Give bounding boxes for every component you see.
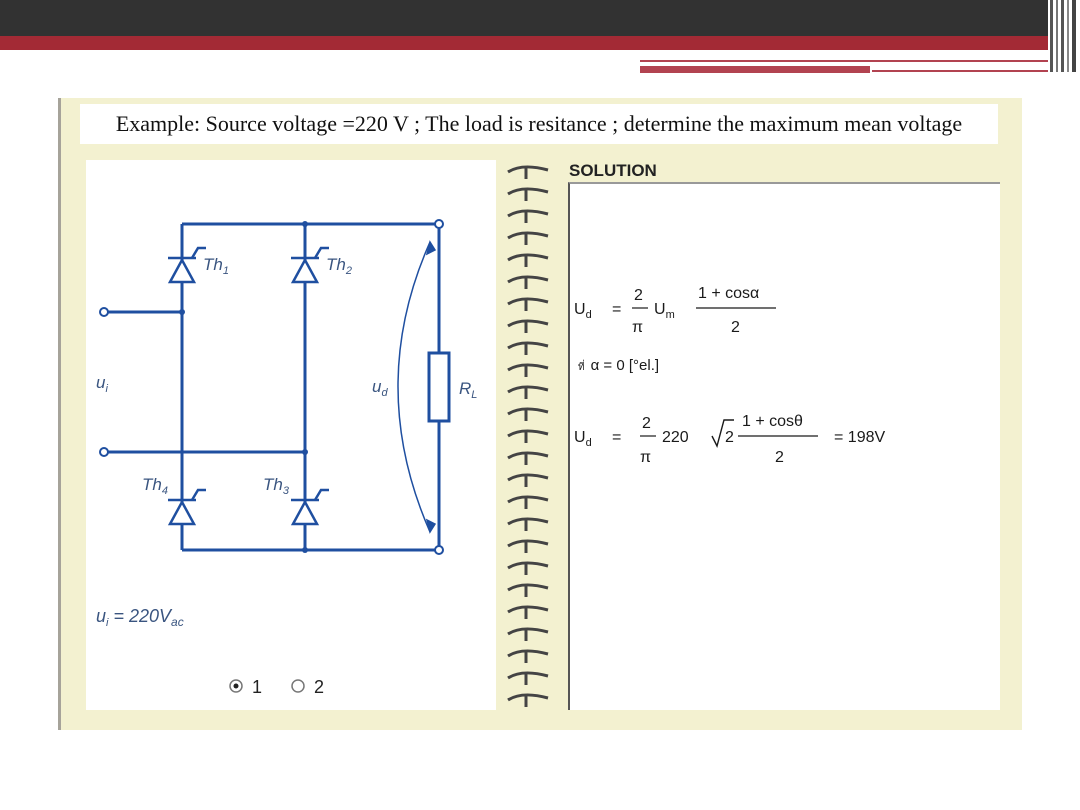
supply-voltage-label: $u_i = 220V_{ac}$	[96, 606, 184, 629]
solution-heading: SOLUTION	[569, 161, 657, 180]
th2-label: $Th_2$	[326, 255, 352, 277]
alpha-condition: ที่ α = 0 [°el.]	[578, 357, 660, 374]
example-title: Example: Source voltage =220 V ; The load is resitance ; determine the maximum mean voltage	[115, 111, 963, 136]
eq2-fraction-numerator: 1 + cosθ	[742, 413, 803, 430]
top-red-bar	[0, 36, 1048, 50]
eq2-sqrt-arg: 2	[725, 429, 734, 446]
eq1-fraction-denominator: 2	[731, 319, 740, 336]
red-accent-line	[872, 70, 1050, 72]
corner-stripes	[1048, 0, 1080, 72]
th4-label: $Th_4$	[142, 475, 168, 497]
circuit-wires	[106, 224, 439, 550]
thyristor-th3-icon	[291, 490, 329, 524]
eq2-fraction-denominator: 2	[775, 449, 784, 466]
eq2-denominator: π	[640, 449, 652, 466]
rl-label: $R_L$	[459, 379, 478, 401]
eq1-um: $U_m$	[654, 301, 675, 321]
terminals	[100, 220, 443, 554]
thyristor-th4-icon	[168, 490, 206, 524]
eq2-result: = 198V	[834, 429, 886, 446]
solution-equations	[568, 270, 998, 480]
eq2-equals: =	[612, 429, 622, 446]
load-resistor-icon	[429, 353, 449, 421]
eq1-lhs: $U_d$	[574, 301, 592, 321]
th1-label: $Th_1$	[203, 255, 229, 277]
eq2-lhs: $U_d$	[574, 429, 592, 449]
radio-option-1[interactable]	[230, 677, 262, 697]
thyristor-th1-icon	[168, 248, 206, 282]
eq2-value: 220	[662, 429, 689, 446]
bridge-rectifier-diagram	[86, 160, 496, 710]
junction-dots	[179, 221, 308, 553]
red-accent-line	[640, 66, 870, 73]
radio-option-2-label: 2	[314, 677, 325, 697]
eq2-numerator: 2	[642, 415, 651, 432]
ui-label: $u_i$	[96, 373, 108, 395]
radio-option-2[interactable]	[292, 677, 324, 697]
th3-label: $Th_3$	[263, 475, 289, 497]
eq1-denominator: π	[632, 319, 644, 336]
thyristor-th2-icon	[291, 248, 329, 282]
eq1-fraction-numerator: 1 + cosα	[698, 285, 760, 302]
red-accent-line	[640, 60, 1050, 62]
spiral-binding	[502, 160, 554, 712]
eq1-equals: =	[612, 301, 622, 318]
ud-label: $u_d$	[372, 377, 388, 399]
top-dark-bar	[0, 0, 1080, 36]
eq1-numerator: 2	[634, 287, 643, 304]
radio-option-1-label: 1	[252, 677, 263, 697]
